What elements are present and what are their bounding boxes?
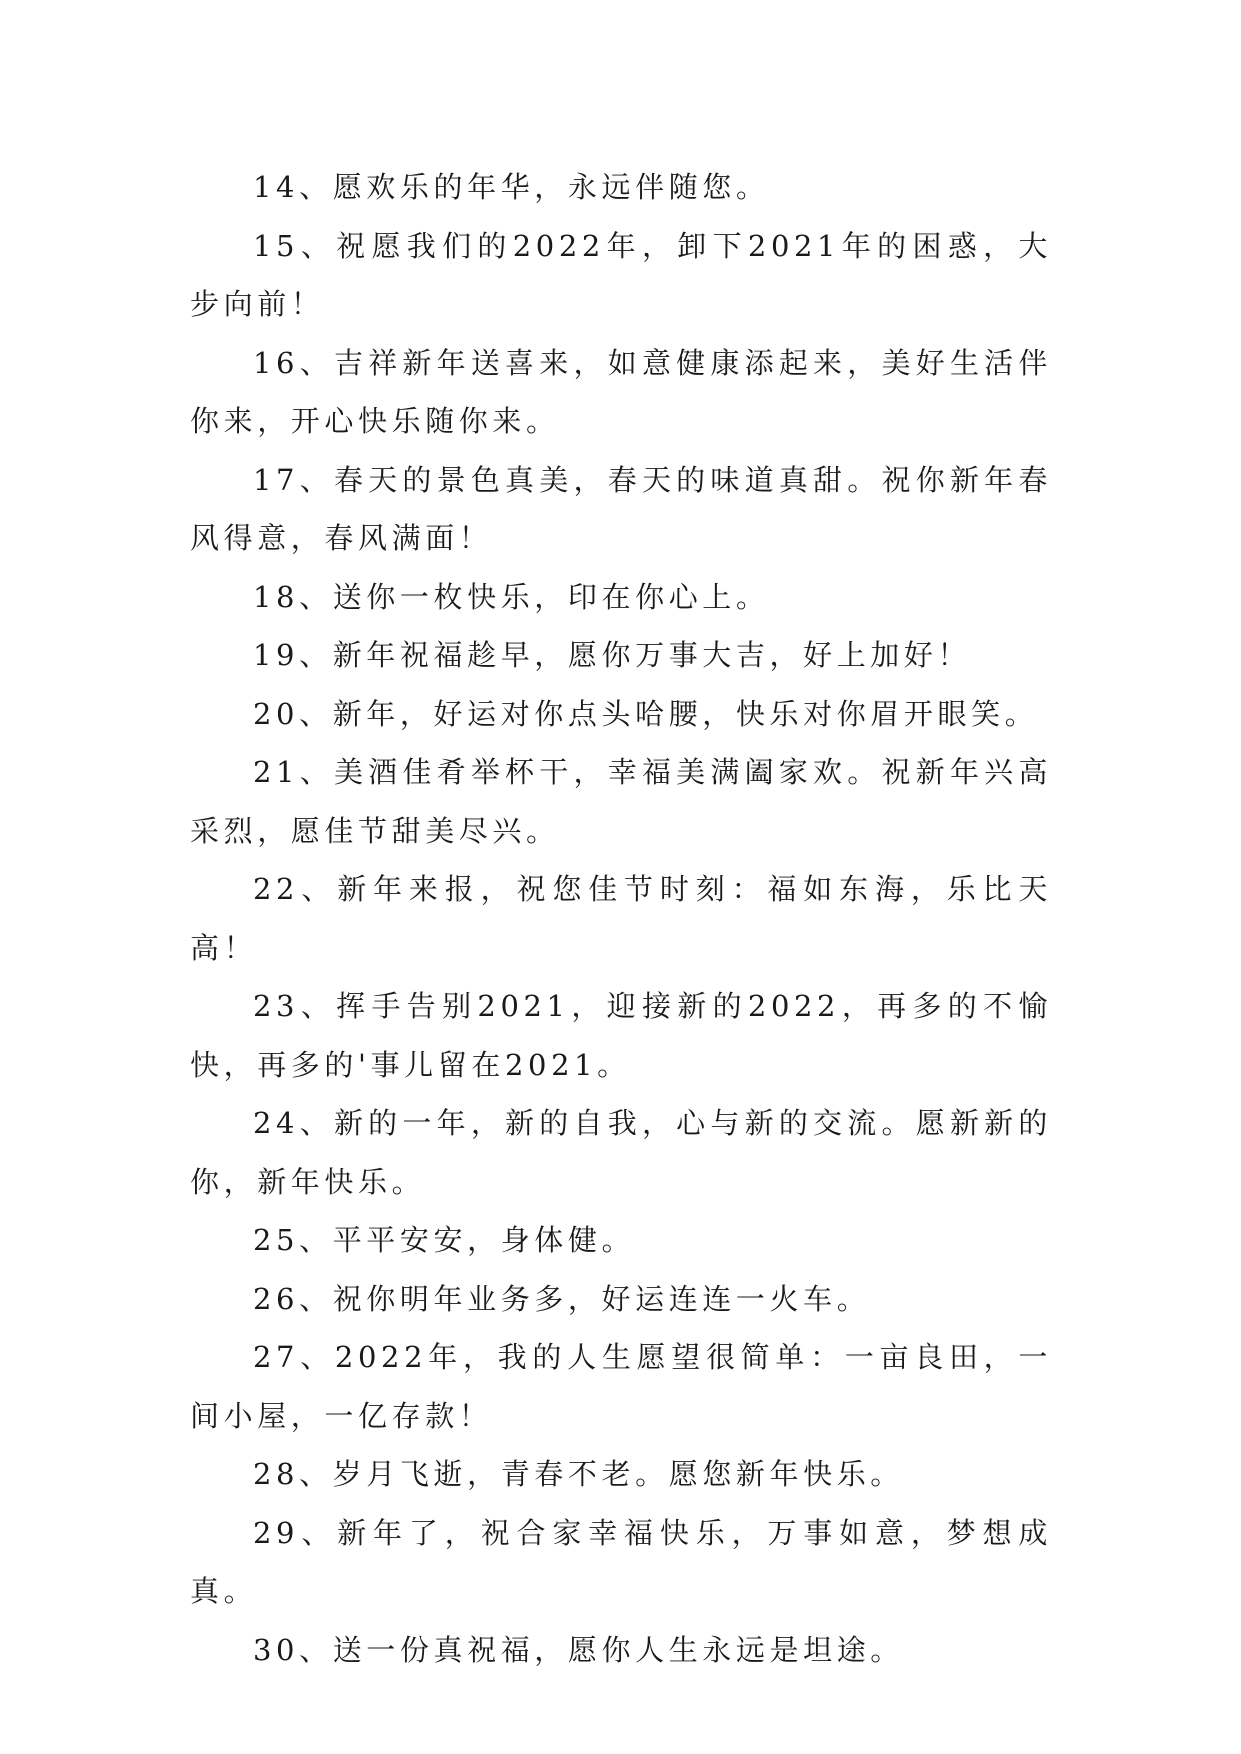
paragraph-23: 23、挥手告别2021，迎接新的2022，再多的不愉快，再多的'事儿留在2021。 [190, 989, 1052, 1082]
paragraph-20: 20、新年，好运对你点头哈腰，快乐对你眉开眼笑。 [253, 696, 1039, 731]
paragraph-27: 27、2022年，我的人生愿望很简单：一亩良田，一间小屋，一亿存款！ [190, 1340, 1052, 1433]
paragraph-16: 16、吉祥新年送喜来，如意健康添起来，美好生活伴你来，开心快乐随你来。 [190, 345, 1052, 438]
paragraph-22: 22、新年来报，祝您佳节时刻：福如东海，乐比天高！ [190, 872, 1052, 965]
paragraph-17: 17、春天的景色真美，春天的味道真甜。祝你新年春风得意，春风满面！ [190, 462, 1052, 555]
paragraph-26: 26、祝你明年业务多，好运连连一火车。 [253, 1281, 871, 1316]
paragraph-28: 28、岁月飞逝，青春不老。愿您新年快乐。 [253, 1457, 904, 1491]
paragraph-19: 19、新年祝福趁早，愿你万事大吉，好上加好！ [253, 638, 972, 672]
paragraph-14: 14、愿欢乐的年华，永远伴随您。 [253, 170, 770, 204]
paragraph-30: 30、送一份真祝福，愿你人生永远是坦途。 [253, 1632, 904, 1667]
paragraph-25: 25、平平安安，身体健。 [253, 1223, 636, 1257]
paragraph-29: 29、新年了，祝合家幸福快乐，万事如意，梦想成真。 [190, 1515, 1052, 1608]
document-body [190, 158, 1052, 1679]
paragraph-24: 24、新的一年，新的自我，心与新的交流。愿新新的你，新年快乐。 [190, 1106, 1052, 1199]
paragraph-21: 21、美酒佳肴举杯干，幸福美满阖家欢。祝新年兴高采烈，愿佳节甜美尽兴。 [190, 755, 1052, 848]
paragraph-18: 18、送你一枚快乐，印在你心上。 [253, 579, 770, 614]
paragraph-15: 15、祝愿我们的2022年，卸下2021年的困惑，大步向前！ [190, 228, 1052, 321]
